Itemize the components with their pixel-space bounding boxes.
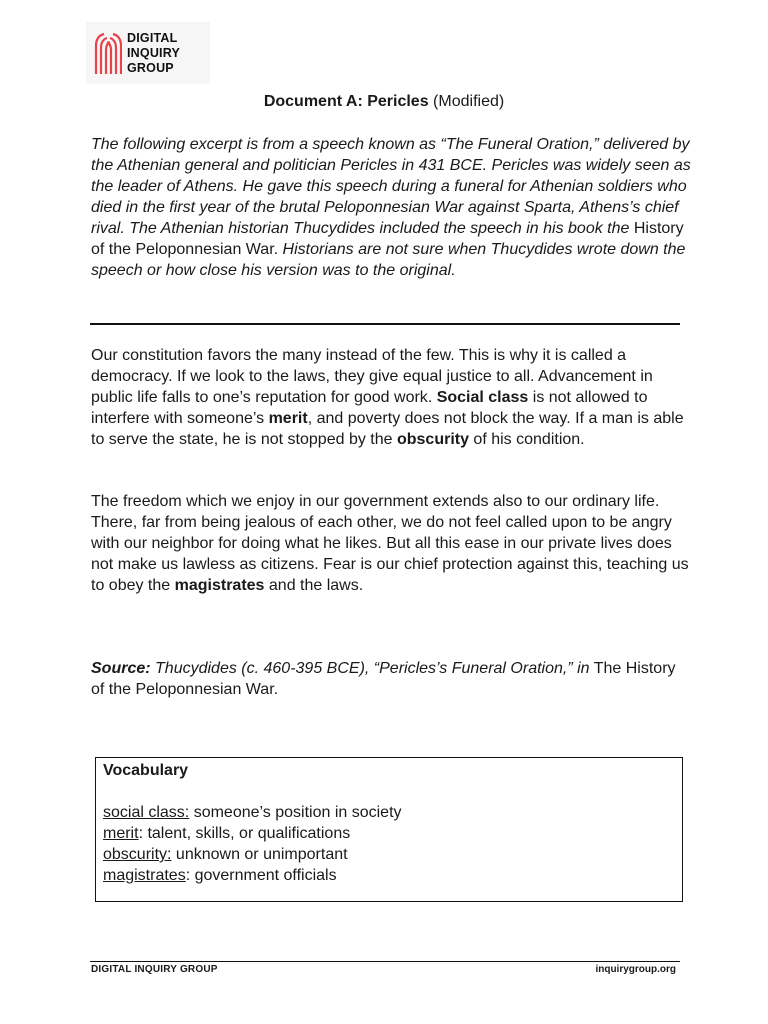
p1-bold-social-class: Social class (436, 389, 529, 406)
vocab-definition: : government officials (185, 867, 337, 884)
p1-bold-obscurity: obscurity (396, 431, 469, 448)
p1-text-1: Our constitution favors the many instead of the few. This is why it is called a democracy. If we look to the laws, they give equal justice to all. Advancement in public life falls to one’s reputation for good work. (91, 347, 653, 406)
footer-org-name: DIGITAL INQUIRY GROUP (91, 964, 218, 975)
vocab-term: merit (103, 825, 139, 842)
vocab-definition: : talent, skills, or qualifications (138, 825, 351, 842)
logo (86, 22, 210, 84)
vocab-term: obscurity: (103, 846, 172, 863)
vocabulary-heading: Vocabulary (103, 762, 189, 779)
p2-text-1: The freedom which we enjoy in our government extends also to our ordinary life. There, far from being jealous of each other, we do not feel called upon to be angry with our neighbor for doing what he likes. But all this ease in our private lives does not make us lawless as citizens. Fear is our chief protection against this, teaching us to obey the (91, 493, 689, 594)
vocab-item (103, 865, 675, 886)
vocab-item (103, 844, 675, 865)
logo-line-2: INQUIRY (127, 46, 181, 60)
p1-text-4: of his condition. (468, 431, 585, 448)
intro-italic-2: Historians are not sure when Thucydides wrote down the speech or how close his version was to the original. (91, 241, 686, 279)
vocab-term: social class: (103, 804, 190, 821)
p2-text-2: and the laws. (264, 577, 364, 594)
logo-line-3: GROUP (127, 61, 174, 75)
source-citation (91, 658, 691, 700)
footer-website-link[interactable]: inquirygroup.org (595, 964, 676, 975)
p1-text-3: , and poverty does not block the way. If a man is able to serve the state, he is not stopped by the (91, 410, 684, 448)
intro-italic-1: The following excerpt is from a speech known as “The Funeral Oration,” delivered by the Athenian general and politician Pericles in 431 BCE. Pericles was widely seen as the leader of Athens. He gave this speech during a funeral for Athenian soldiers who died in the first year of the brutal Peloponnesian War against Sparta, Athens’s chief rival. The Athenian historian Thucydides included the speech in his book the (91, 136, 691, 237)
vocab-definition: someone’s position in society (189, 804, 402, 821)
logo-line-1: DIGITAL (127, 31, 178, 45)
footer-rule (90, 961, 680, 962)
logo-mark-icon (94, 30, 122, 76)
vocab-term: magistrates (103, 867, 186, 884)
p1-bold-merit: merit (268, 410, 308, 427)
excerpt-paragraph-2 (91, 491, 691, 596)
vocab-item (103, 802, 675, 823)
vocabulary-box (95, 757, 683, 902)
excerpt-paragraph-1 (91, 345, 691, 450)
intro-book-title: History of the Peloponnesian War. (91, 220, 684, 258)
p2-bold-magistrates: magistrates (174, 577, 265, 594)
source-italic: Thucydides (c. 460-395 BCE), “Pericles’s Funeral Oration,” in (150, 660, 590, 677)
source-book: The History of the Peloponnesian War. (91, 660, 676, 698)
intro-paragraph (91, 134, 691, 281)
vocab-definition: unknown or unimportant (171, 846, 348, 863)
vocab-item (103, 823, 675, 844)
document-title (0, 93, 768, 111)
source-label: Source: (91, 660, 151, 677)
divider-rule (90, 323, 680, 325)
p1-text-2: is not allowed to interfere with someone’s (91, 389, 648, 427)
title-suffix: (Modified) (428, 93, 505, 110)
title-bold: Document A: Pericles (263, 93, 429, 110)
logo-wordmark (127, 31, 180, 76)
